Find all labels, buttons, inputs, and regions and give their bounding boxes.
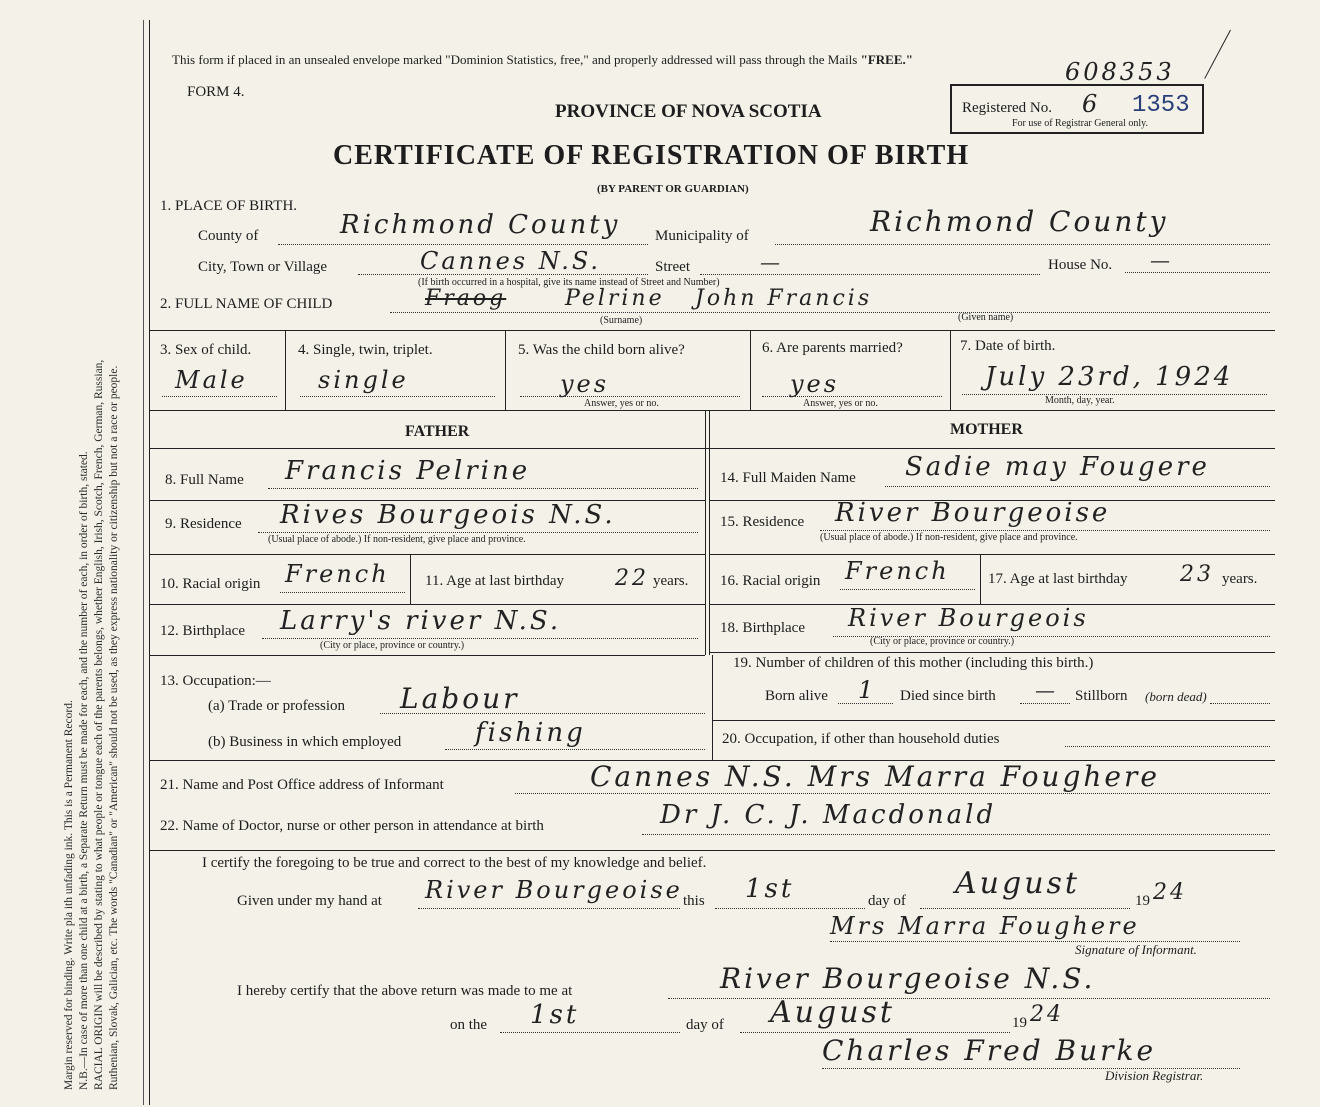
- father-birthplace-label: 12. Birthplace: [160, 623, 245, 639]
- born-alive-label: 5. Was the child born alive?: [518, 342, 685, 358]
- registrar-day-of-label: day of: [686, 1017, 724, 1033]
- registrar-signature: Charles Fred Burke: [822, 1034, 1157, 1067]
- mother-birthplace-label: 18. Birthplace: [720, 620, 805, 636]
- binding-rule: [143, 20, 144, 1105]
- given-label: Given under my hand at: [237, 893, 382, 909]
- informant-label: 21. Name and Post Office address of Informant: [160, 777, 444, 793]
- row-divider: [150, 330, 1275, 331]
- county-label: County of: [198, 228, 259, 244]
- registrar-use-note: For use of Registrar General only.: [1012, 118, 1148, 129]
- father-birthplace: Larry's river N.S.: [280, 606, 562, 636]
- street-line: [700, 274, 1040, 275]
- pen-stroke: [1204, 30, 1231, 79]
- county-line: [278, 244, 648, 245]
- parents-divider: [705, 410, 706, 655]
- mother-birthplace: River Bourgeois: [848, 604, 1089, 632]
- born-alive-value: yes: [560, 370, 610, 398]
- mother-occupation-label: 20. Occupation, if other than household duties: [722, 731, 1000, 747]
- plurality-value: single: [318, 366, 409, 394]
- doctor-label: 22. Name of Doctor, nurse or other person in attendance at birth: [160, 818, 544, 834]
- on-the-label: on the: [450, 1017, 488, 1033]
- died-since-birth-value: —: [1035, 678, 1058, 702]
- certify-statement: I certify the foregoing to be true and correct to the best of my knowledge and belief.: [202, 855, 707, 871]
- registrar-year-prefix: 19: [1012, 1015, 1027, 1031]
- mother-birthplace-caption: (City or place, province or country.): [870, 636, 1015, 647]
- child-struck-name: Fraog: [425, 286, 507, 311]
- registered-hand-no: 6: [1082, 90, 1101, 118]
- father-residence: Rives Bourgeois N.S.: [280, 500, 616, 530]
- given-year: 24: [1153, 880, 1187, 905]
- form-number: FORM 4.: [187, 84, 245, 100]
- margin-line-1: Margin reserved for binding. Write pla ith unfading ink. This is a Permanent Record.: [63, 700, 75, 1090]
- given-year-prefix: 19: [1135, 893, 1150, 909]
- mother-race: French: [845, 557, 950, 585]
- father-birthplace-caption: (City or place, province or country.): [320, 640, 465, 651]
- informant-signature-label: Signature of Informant.: [1075, 942, 1197, 957]
- given-name-caption: (Given name): [958, 312, 1014, 323]
- postal-notice: This form if placed in an unsealed envelope marked "Dominion Statistics, free," and properly addressed will pass through the Mails "FREE.": [172, 52, 913, 67]
- street-value: —: [760, 250, 783, 274]
- born-alive-count-label: Born alive: [765, 688, 828, 704]
- married-label: 6. Are parents married?: [762, 340, 903, 356]
- registered-stamp-no: 1353: [1132, 92, 1190, 119]
- plurality-label: 4. Single, twin, triplet.: [298, 342, 433, 358]
- father-age: 22: [615, 566, 649, 591]
- father-residence-caption: (Usual place of abode.) If non-resident, give place and province.: [268, 534, 526, 545]
- registrar-statement: I hereby certify that the above return was made to me at: [237, 983, 573, 999]
- sex-label: 3. Sex of child.: [160, 342, 252, 358]
- margin-line-4: Ruthenian, Slovak, Galician, etc. The words "Canadian" or "American" should not be used, as they express nationality or citizenship but not a race or people.: [108, 365, 120, 1090]
- surname-caption: (Surname): [600, 315, 643, 326]
- registrar-signature-label: Division Registrar.: [1105, 1068, 1204, 1083]
- registered-no-label: Registered No.: [962, 100, 1052, 116]
- certificate-subtitle: (BY PARENT OR GUARDIAN): [597, 183, 749, 195]
- mother-heading: MOTHER: [950, 421, 1023, 438]
- house-line: [1125, 272, 1270, 273]
- born-alive-caption: Answer, yes or no.: [584, 398, 659, 409]
- trade-value: Labour: [400, 682, 520, 715]
- given-month: August: [955, 866, 1080, 901]
- father-years-label: years.: [653, 573, 689, 589]
- house-value: —: [1150, 248, 1173, 272]
- married-value: yes: [790, 370, 840, 398]
- married-caption: Answer, yes or no.: [803, 398, 878, 409]
- city-label: City, Town or Village: [198, 259, 328, 275]
- place-of-birth-heading: 1. PLACE OF BIRTH.: [160, 198, 298, 214]
- father-age-label: 11. Age at last birthday: [425, 573, 564, 589]
- doctor-value: Dr J. C. J. Macdonald: [660, 800, 997, 830]
- registrar-month: August: [770, 995, 895, 1030]
- mother-name: Sadie may Fougere: [905, 452, 1210, 482]
- father-race-label: 10. Racial origin: [160, 576, 261, 592]
- occupation-label: 13. Occupation:—: [160, 673, 271, 689]
- child-name-line: [390, 312, 1270, 313]
- child-name-label: 2. FULL NAME OF CHILD: [160, 296, 333, 312]
- stillborn-label: Stillborn: [1075, 688, 1128, 704]
- father-heading: FATHER: [405, 423, 470, 440]
- child-surname: Pelrine: [565, 286, 665, 311]
- hospital-note: (If birth occurred in a hospital, give its name instead of Street and Number): [418, 277, 720, 288]
- file-number: 608353: [1065, 58, 1175, 86]
- mother-name-label: 14. Full Maiden Name: [720, 470, 856, 486]
- informant-signature: Mrs Marra Foughere: [830, 912, 1140, 940]
- street-label: Street: [655, 259, 690, 275]
- dob-caption: Month, day, year.: [1045, 395, 1115, 406]
- municipality-value: Richmond County: [870, 205, 1169, 238]
- free-label: "FREE.": [860, 52, 913, 67]
- sex-value: Male: [175, 366, 248, 394]
- father-race: French: [285, 560, 390, 588]
- mother-age-label: 17. Age at last birthday: [988, 571, 1128, 587]
- mother-residence: River Bourgeoise: [835, 498, 1111, 528]
- informant-value: Cannes N.S. Mrs Marra Foughere: [590, 760, 1160, 793]
- dob-label: 7. Date of birth.: [960, 338, 1056, 354]
- business-label: (b) Business in which employed: [208, 734, 402, 750]
- mother-residence-caption: (Usual place of abode.) If non-resident, give place and province.: [820, 532, 1078, 543]
- province-heading: PROVINCE OF NOVA SCOTIA: [555, 101, 822, 122]
- registrar-place: River Bourgeoise N.S.: [720, 962, 1096, 995]
- municipality-label: Municipality of: [655, 228, 749, 244]
- county-value: Richmond County: [340, 210, 621, 240]
- given-day-of-label: day of: [868, 893, 906, 909]
- given-this-label: this: [683, 893, 705, 909]
- trade-label: (a) Trade or profession: [208, 698, 346, 714]
- form-left-border: [149, 20, 150, 1105]
- dob-value: July 23rd, 1924: [985, 362, 1234, 392]
- margin-line-2: N.B.—In case of more than one child at a birth, a Separate Return must be made for each, and the number of each, in order of birth, stated.: [78, 451, 90, 1090]
- registration-box: [950, 84, 1204, 134]
- mother-years-label: years.: [1222, 571, 1258, 587]
- registrar-year: 24: [1030, 1002, 1064, 1027]
- mother-age: 23: [1180, 562, 1214, 587]
- mother-residence-label: 15. Residence: [720, 514, 805, 530]
- house-label: House No.: [1048, 257, 1113, 273]
- father-residence-label: 9. Residence: [165, 516, 242, 532]
- municipality-line: [775, 244, 1270, 245]
- registrar-day: 1st: [530, 1000, 580, 1030]
- father-name-label: 8. Full Name: [165, 472, 244, 488]
- born-alive-count: 1: [858, 676, 877, 704]
- children-count-label: 19. Number of children of this mother (including this birth.): [733, 655, 1094, 671]
- margin-line-3: RACIAL ORIGIN will be described by stating to what people or tongue each of the parents belongs, whether English, Irish, Scotch, French, German, Russian,: [93, 359, 105, 1090]
- margin-notes: [62, 10, 122, 1090]
- child-given-name: John Francis: [695, 286, 873, 311]
- given-day: 1st: [745, 874, 795, 904]
- died-since-birth-label: Died since birth: [900, 688, 996, 704]
- certificate-title: CERTIFICATE OF REGISTRATION OF BIRTH: [333, 140, 970, 171]
- city-value: Cannes N.S.: [420, 247, 602, 275]
- given-place: River Bourgeoise: [425, 876, 683, 904]
- mother-race-label: 16. Racial origin: [720, 573, 821, 589]
- father-name: Francis Pelrine: [285, 456, 531, 486]
- business-value: fishing: [475, 718, 586, 748]
- stillborn-note: (born dead): [1145, 689, 1207, 704]
